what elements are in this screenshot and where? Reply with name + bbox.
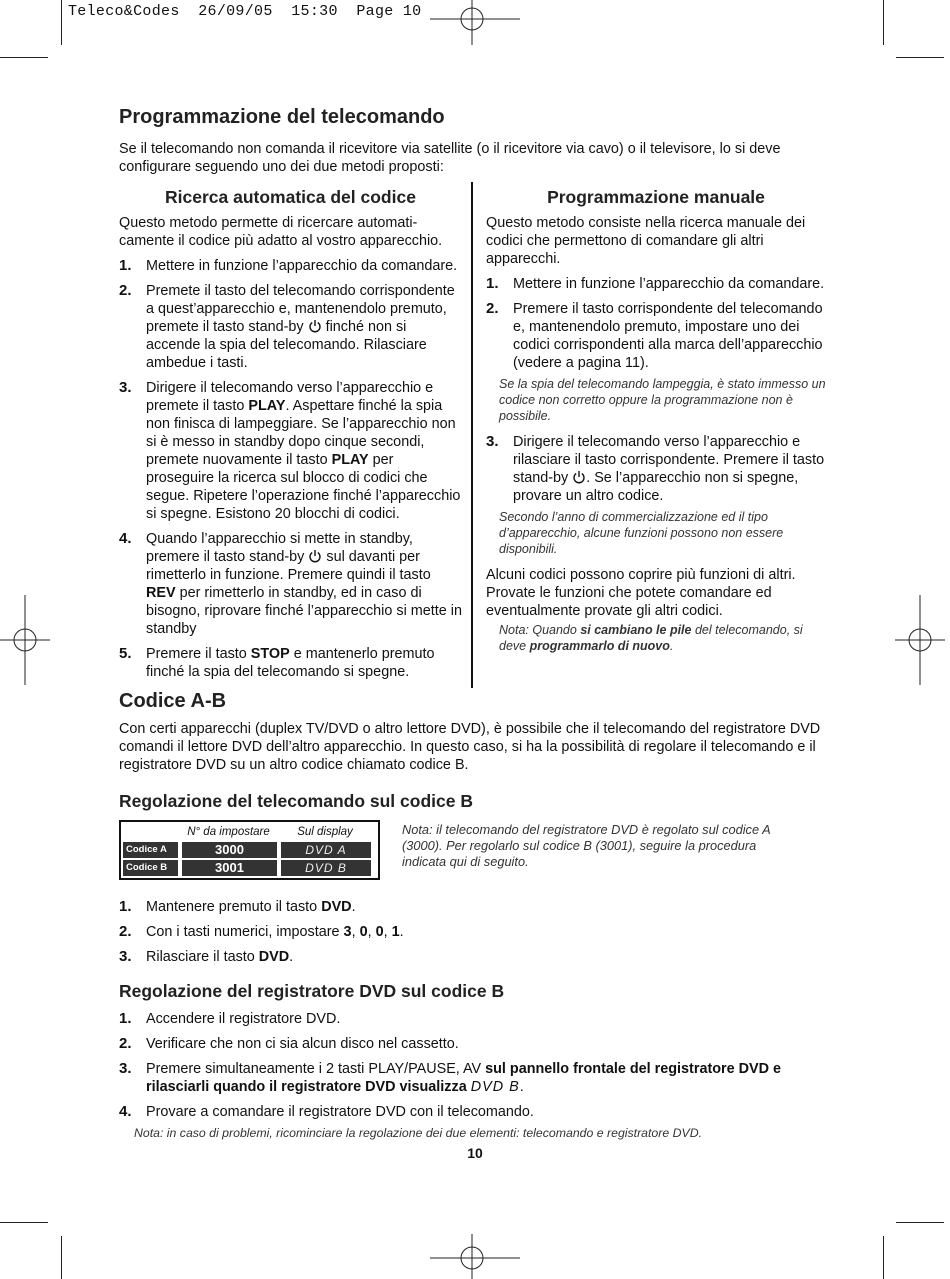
step-number: 3. bbox=[119, 379, 132, 396]
step-number: 2. bbox=[119, 282, 132, 299]
step-text: Premete il tasto del telecomando corrispondente a quest’apparecchio e, mantenendolo premuto, premete il tasto stand-by bbox=[146, 283, 455, 335]
list-item bbox=[119, 257, 462, 275]
rec-b-heading: Regolazione del registratore DVD sul codice B bbox=[119, 981, 505, 1001]
manual-intro: Questo metodo consiste nella ricerca manuale dei codici che permettono di comandare gli altri apparecchi. bbox=[486, 215, 806, 267]
step-text: per rimetterlo in standby, ed in caso di bisogno, riprovare finché l’apparecchio si mette in standby bbox=[146, 585, 462, 637]
key-label: PLAY bbox=[331, 452, 369, 468]
table-row bbox=[123, 842, 376, 858]
code-table-header bbox=[123, 824, 376, 840]
list-item bbox=[119, 1103, 831, 1121]
list-item bbox=[119, 1060, 831, 1096]
note-text: . bbox=[669, 639, 674, 653]
code-value: 3000 bbox=[182, 842, 277, 858]
manual-note-2: Se la spia del telecomando lampeggia, è stato immesso un codice non corretto oppure la programmazione non è possibile. bbox=[499, 377, 826, 423]
list-item bbox=[486, 275, 826, 293]
step-text: Dirigere il telecomando verso l’apparecchio e rilasciare il tasto corrispondente. Premere il tasto stand-by bbox=[513, 434, 825, 486]
note-text: Nota: Quando bbox=[499, 623, 577, 637]
intro-paragraph: Se il telecomando non comanda il ricevitore via satellite (o il ricevitore via cavo) o il televisore, lo si deve configurare seguendo uno dei due metodi proposti: bbox=[119, 141, 781, 175]
step-number: 2. bbox=[486, 300, 499, 317]
rec-b-steps bbox=[119, 1010, 831, 1121]
list-item bbox=[119, 1035, 831, 1053]
auto-search-intro: Questo metodo permette di ricercare automati-camente il codice più adatto al vostro apparecchio. bbox=[119, 215, 443, 249]
separator: , bbox=[383, 924, 392, 940]
step-text: Quando l’apparecchio si mette in standby, premere il tasto stand-by bbox=[146, 531, 413, 565]
note-text: del telecomando, si deve bbox=[499, 623, 803, 653]
registration-mark-bottom bbox=[430, 1234, 520, 1279]
step-number: 3. bbox=[119, 948, 132, 965]
col-header: Sul display bbox=[297, 826, 353, 838]
list-item bbox=[119, 898, 831, 916]
key-label: PLAY bbox=[248, 398, 286, 414]
auto-search-column bbox=[119, 182, 473, 688]
codice-ab-text: Con certi apparecchi (duplex TV/DVD o altro lettore DVD), è possibile che il telecomando del registratore DVD comandi il lettore DVD dell’altro apparecchio. In questo caso, si ha la possibilità di regolare il telecomando e il registratore DVD su un altro codice chiamato codice B. bbox=[119, 721, 821, 773]
key-label: STOP bbox=[250, 646, 290, 662]
step-number: 1. bbox=[486, 275, 499, 292]
step-text: . bbox=[289, 949, 294, 965]
list-item bbox=[486, 433, 826, 505]
display-value: DVD A bbox=[281, 842, 371, 858]
step-number: 3. bbox=[119, 1060, 132, 1077]
step-number: 4. bbox=[119, 1103, 132, 1120]
digit: 0 bbox=[359, 924, 368, 940]
manual-closing: Alcuni codici possono coprire più funzioni di altri. Provate le funzioni che potete comandare ed eventualmente provate gli altri codici. bbox=[486, 567, 796, 619]
step-text: . bbox=[351, 899, 356, 915]
codice-ab-heading: Codice A-B bbox=[119, 690, 227, 712]
list-item bbox=[119, 948, 831, 966]
step-text: . Aspettare finché la spia non finisca di lampeggiare. Se l’apparecchio non si è messo in standby dopo cinque secondi, premete nuovamente il tasto bbox=[146, 398, 456, 468]
power-icon bbox=[308, 319, 322, 333]
registration-mark-right bbox=[895, 595, 945, 685]
step-number: 4. bbox=[119, 530, 132, 547]
col-header: N° da impostare bbox=[187, 826, 270, 838]
code-table-row bbox=[119, 820, 831, 880]
step-text: Premere il tasto corrispondente del telecomando e, mantenendolo premuto, impostare uno dei codici corrispondenti alla marca dell’apparecchio (vedere a pagina 11). bbox=[513, 301, 823, 371]
tele-b-steps bbox=[119, 898, 831, 966]
battery-note bbox=[499, 622, 826, 654]
final-note: Nota: in caso di problemi, ricominciare la regolazione dei due elementi: telecomando e registratore DVD. bbox=[134, 1126, 702, 1140]
digit: 0 bbox=[375, 924, 384, 940]
note-emphasis: programmarlo di nuovo bbox=[529, 639, 670, 653]
step-text: . bbox=[519, 1079, 524, 1095]
crop-mark bbox=[0, 1222, 48, 1223]
print-header: Teleco&Codes 26/09/05 15:30 Page 10 bbox=[68, 3, 422, 20]
step-number: 2. bbox=[119, 923, 132, 940]
two-column-section bbox=[119, 182, 831, 688]
step-text: sul davanti per rimetterlo in funzione. Premere quindi il tasto bbox=[146, 549, 431, 583]
note-emphasis: si cambiano le pile bbox=[580, 623, 692, 637]
power-icon bbox=[308, 549, 322, 563]
step-text: Premere il tasto bbox=[146, 646, 247, 662]
table-note: Nota: il telecomando del registratore DVD è regolato sul codice A (3000). Per regolarlo sul codice B (3001), seguire la procedura indicata qui di seguito. bbox=[402, 822, 771, 869]
page-content bbox=[119, 108, 831, 1162]
power-icon bbox=[572, 470, 586, 484]
manual-steps bbox=[486, 275, 826, 372]
display-readout: DVD B bbox=[470, 1079, 520, 1095]
step-number: 3. bbox=[486, 433, 499, 450]
code-value: 3001 bbox=[182, 860, 277, 876]
step-text: . bbox=[399, 924, 404, 940]
key-label: DVD bbox=[258, 949, 290, 965]
step-text: Dirigere il telecomando verso l’apparecchio e premete il tasto bbox=[146, 380, 434, 414]
separator: , bbox=[367, 924, 376, 940]
crop-mark bbox=[883, 1236, 884, 1279]
step-text: Verificare che non ci sia alcun disco nel cassetto. bbox=[146, 1036, 459, 1052]
separator: , bbox=[351, 924, 360, 940]
step-text: Con i tasti numerici, impostare bbox=[146, 924, 340, 940]
step-text: per proseguire la ricerca sul blocco di codici che segue. Ripetere l’operazione finché l’apparecchio si spegne. Esistono 20 blocchi di codici. bbox=[146, 452, 461, 522]
tele-b-heading: Regolazione del telecomando sul codice B bbox=[119, 791, 473, 811]
step-text: Mantenere premuto il tasto bbox=[146, 899, 318, 915]
list-item bbox=[119, 923, 831, 941]
page-title: Programmazione del telecomando bbox=[119, 106, 445, 128]
digit: 1 bbox=[391, 924, 400, 940]
display-value: DVD B bbox=[281, 860, 371, 876]
code-table bbox=[119, 820, 380, 880]
key-label: DVD bbox=[321, 899, 352, 915]
step-text: Mettere in funzione l’apparecchio da comandare. bbox=[513, 276, 825, 292]
step-number: 5. bbox=[119, 645, 132, 662]
list-item bbox=[119, 645, 462, 681]
auto-search-steps bbox=[119, 257, 462, 681]
list-item bbox=[486, 300, 826, 372]
manual-steps-cont bbox=[486, 433, 826, 505]
auto-search-heading: Ricerca automatica del codice bbox=[165, 187, 416, 207]
manual-column bbox=[473, 182, 826, 688]
registration-mark-left bbox=[0, 595, 50, 685]
page-number: 10 bbox=[467, 1145, 483, 1161]
step-emphasis: sul pannello frontale del registratore DVD e rilasciarli quando il registratore DVD visualizza bbox=[146, 1061, 782, 1095]
crop-mark bbox=[896, 57, 944, 58]
step-number: 1. bbox=[119, 257, 132, 274]
list-item bbox=[119, 530, 462, 638]
step-number: 1. bbox=[119, 898, 132, 915]
step-text: Rilasciare il tasto bbox=[146, 949, 255, 965]
key-label: REV bbox=[146, 585, 176, 601]
crop-mark bbox=[0, 57, 48, 58]
crop-mark bbox=[61, 1236, 62, 1279]
crop-mark bbox=[896, 1222, 944, 1223]
step-text: . Se l’apparecchio non si spegne, provare un altro codice. bbox=[513, 470, 799, 504]
row-label: Codice B bbox=[123, 860, 178, 876]
list-item bbox=[119, 282, 462, 372]
table-row bbox=[123, 860, 376, 876]
step-text: Mettere in funzione l’apparecchio da comandare. bbox=[146, 258, 458, 274]
step-text: finché non si accende la spia del telecomando. Rilasciare ambedue i tasti. bbox=[146, 319, 427, 371]
step-text: Accendere il registratore DVD. bbox=[146, 1011, 341, 1027]
registration-mark-top bbox=[430, 0, 520, 45]
crop-mark bbox=[61, 0, 62, 45]
list-item bbox=[119, 1010, 831, 1028]
crop-mark bbox=[883, 0, 884, 45]
step-number: 2. bbox=[119, 1035, 132, 1052]
step-text: Premere simultaneamente i 2 tasti PLAY/PAUSE, AV bbox=[146, 1061, 482, 1077]
manual-heading: Programmazione manuale bbox=[547, 187, 765, 207]
manual-note-3: Secondo l’anno di commercializzazione ed il tipo d’apparecchio, alcune funzioni possono non essere disponibili. bbox=[499, 510, 784, 556]
step-text: e mantenerlo premuto finché la spia del telecomando si spegne. bbox=[146, 646, 435, 680]
row-label: Codice A bbox=[123, 842, 178, 858]
step-number: 1. bbox=[119, 1010, 132, 1027]
digit: 3 bbox=[343, 924, 352, 940]
list-item bbox=[119, 379, 462, 523]
step-text: Provare a comandare il registratore DVD con il telecomando. bbox=[146, 1104, 534, 1120]
